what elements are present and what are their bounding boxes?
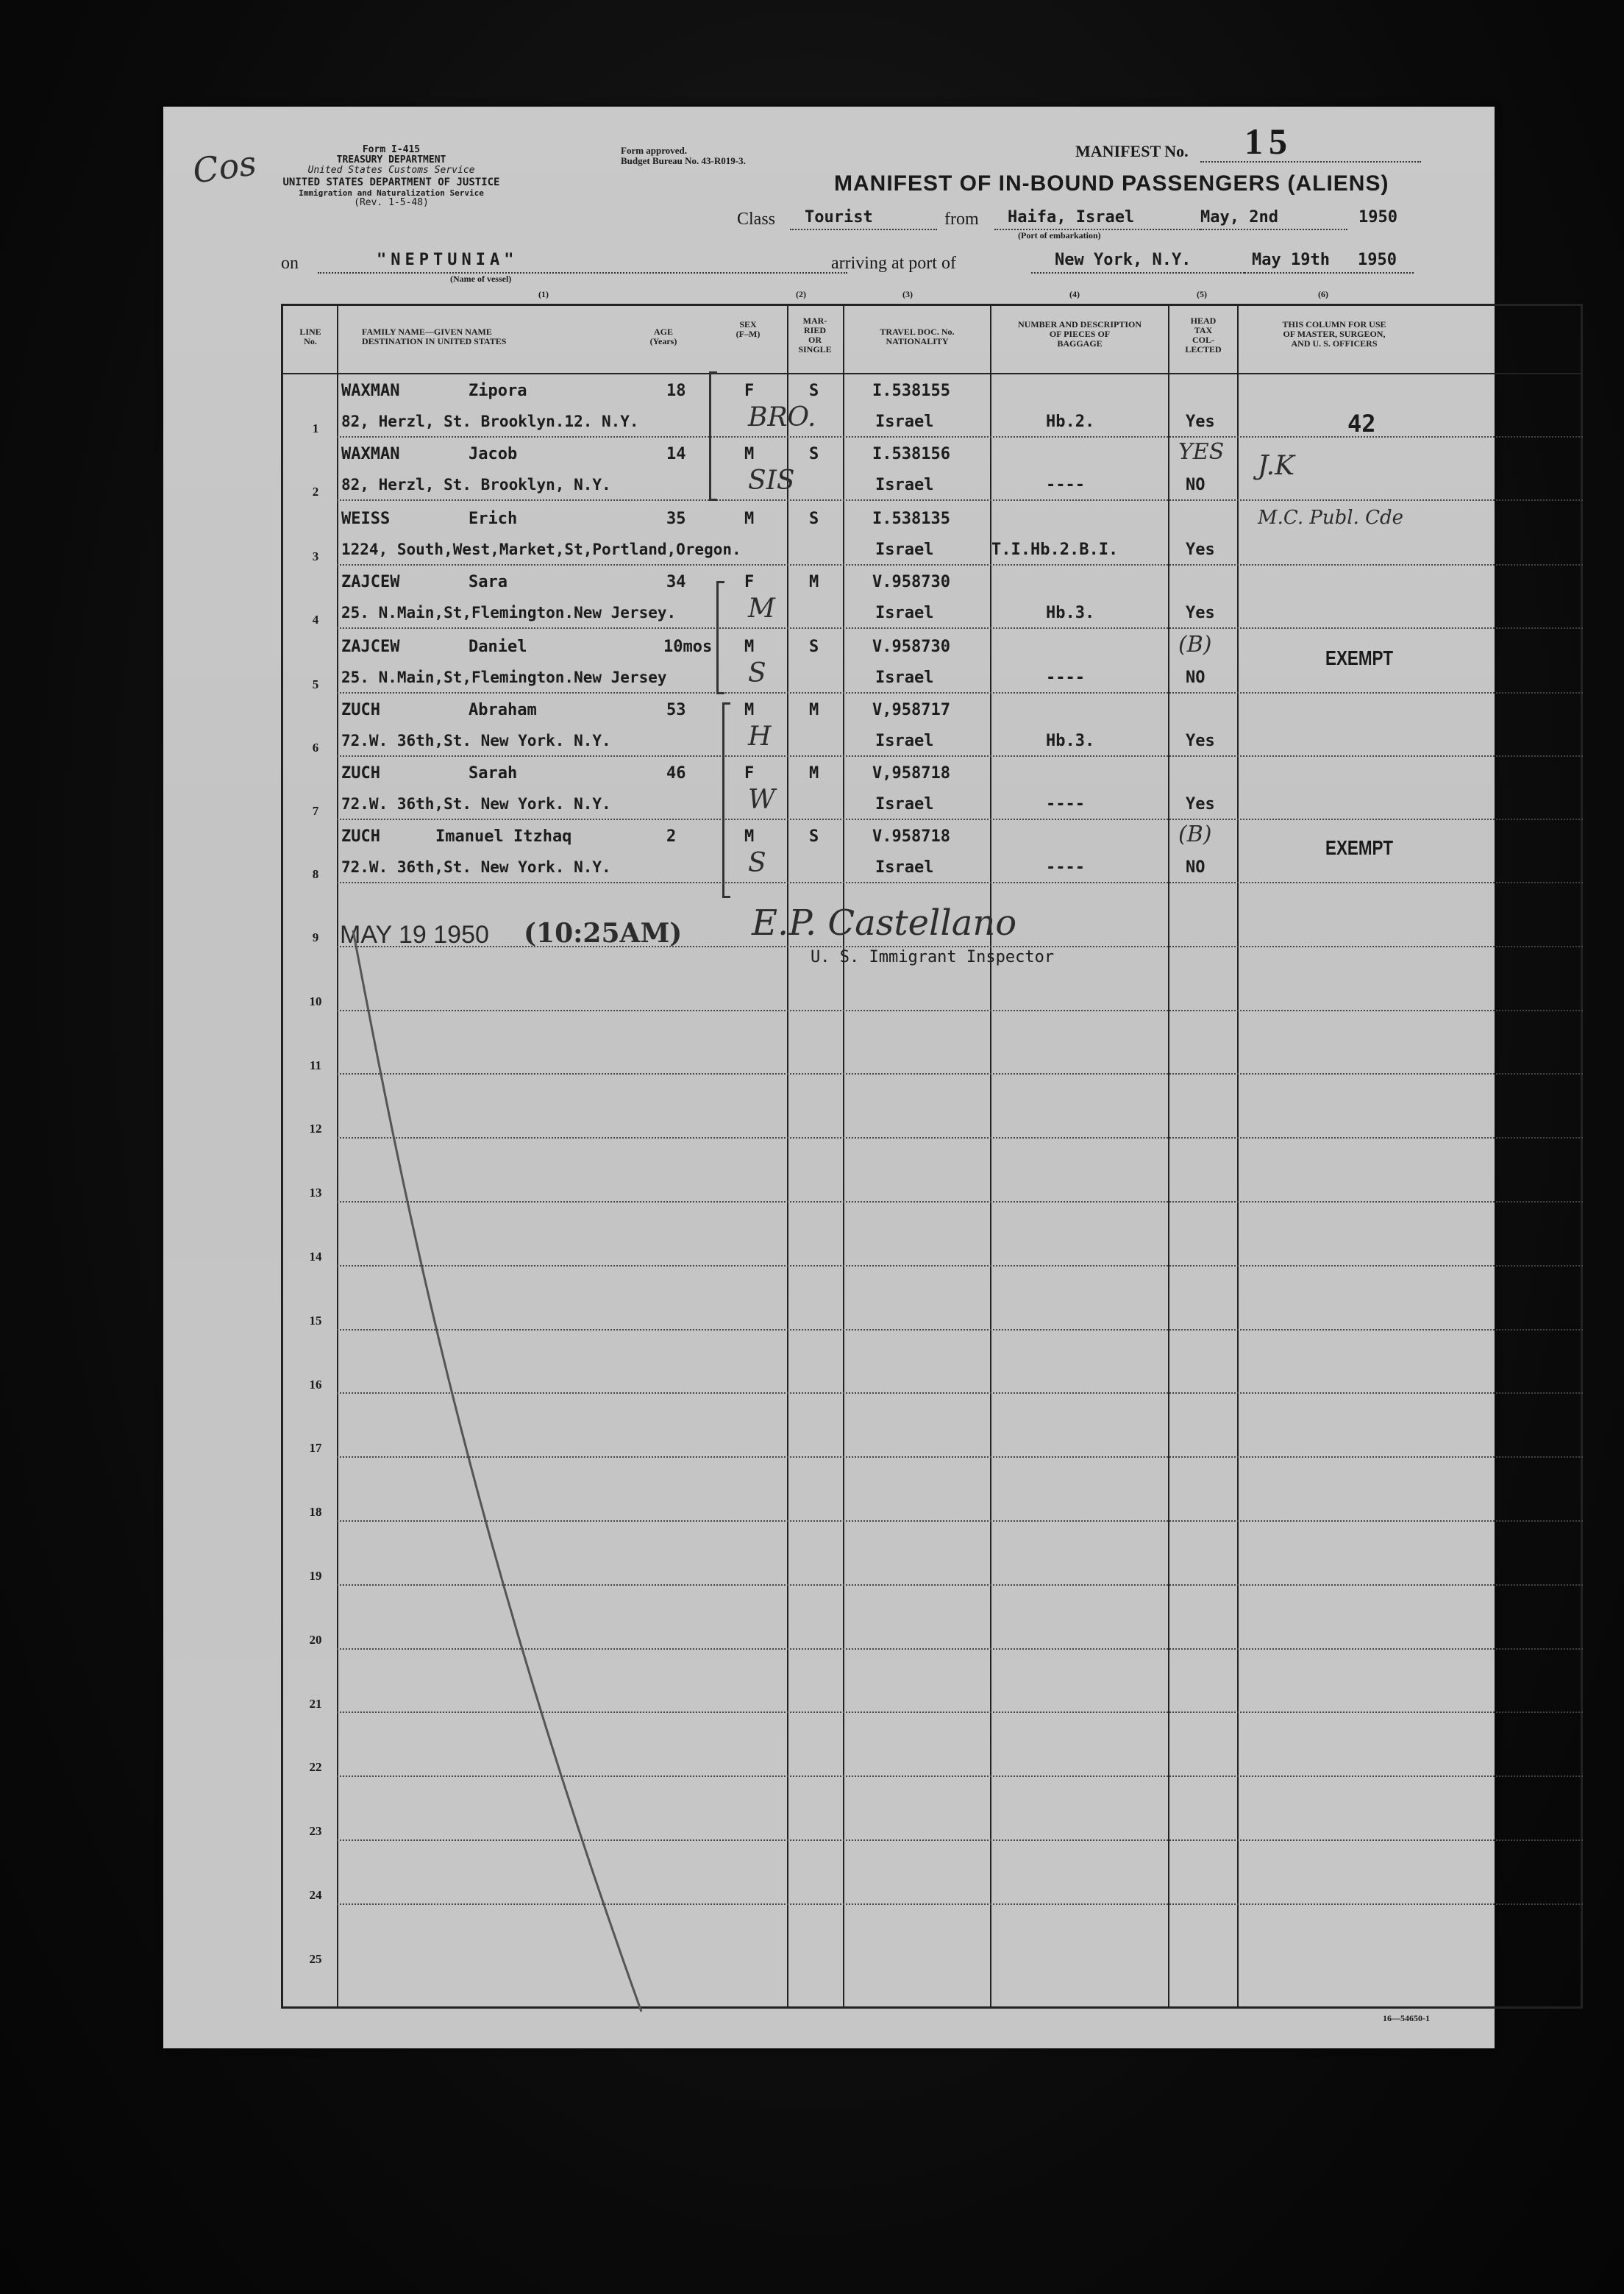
manifest-title: MANIFEST OF IN-BOUND PASSENGERS (ALIENS) bbox=[834, 171, 1389, 196]
line-number: 13 bbox=[309, 1186, 322, 1200]
nationality: Israel bbox=[875, 413, 934, 431]
ins-service: Immigration and Naturalization Service bbox=[299, 188, 484, 198]
destination-address: 82, Herzl, St. Brooklyn.12. N.Y. bbox=[341, 413, 639, 430]
baggage: Hb.3. bbox=[1046, 732, 1095, 750]
given-name: Sarah bbox=[469, 764, 518, 783]
line-number: 21 bbox=[309, 1696, 322, 1711]
given-name: Zipora bbox=[469, 382, 527, 400]
col-sex-header: SEX (F–M) bbox=[736, 319, 761, 339]
officer-note: M.C. Publ. Cde bbox=[1258, 507, 1404, 529]
baggage: Hb.3. bbox=[1046, 604, 1095, 622]
col-doc-header: TRAVEL DOC. No. NATIONALITY bbox=[880, 327, 955, 346]
line-number: 10 bbox=[309, 994, 322, 1008]
age: 35 bbox=[666, 510, 686, 528]
nationality: Israel bbox=[875, 795, 934, 813]
col-baggage-header: NUMBER AND DESCRIPTION OF PIECES OF BAGGAGE bbox=[1017, 319, 1142, 349]
col-num-5: (5) bbox=[1197, 289, 1207, 299]
line-number: 7 bbox=[312, 804, 319, 818]
destination-address: 82, Herzl, St. Brooklyn, N.Y. bbox=[341, 476, 611, 494]
destination-address: 1224, South,West,Market,St,Portland,Oregon. bbox=[341, 541, 741, 558]
budget-bureau: Budget Bureau No. 43-R019-3. bbox=[621, 155, 746, 166]
marital-status: M bbox=[809, 701, 819, 719]
head-tax: NO bbox=[1186, 858, 1205, 877]
relation-note: W bbox=[748, 785, 776, 815]
col-num-6: (6) bbox=[1318, 289, 1328, 299]
line-number: 3 bbox=[312, 549, 319, 563]
family-name: WAXMAN bbox=[341, 382, 400, 400]
age: 34 bbox=[666, 573, 686, 591]
destination-address: 25. N.Main,St,Flemington.New Jersey bbox=[341, 669, 667, 686]
marital-status: M bbox=[809, 764, 819, 783]
year-value: 1950 bbox=[1358, 208, 1397, 227]
sex: M bbox=[744, 638, 755, 656]
family-name: WAXMAN bbox=[341, 445, 400, 463]
revision: (Rev. 1-5-48) bbox=[354, 197, 429, 208]
customs-service: United States Customs Service bbox=[307, 165, 475, 176]
row-divider bbox=[337, 1201, 1583, 1203]
marital-status: S bbox=[809, 445, 819, 463]
treasury-dept: TREASURY DEPARTMENT bbox=[336, 154, 446, 165]
row-divider bbox=[337, 1010, 1583, 1011]
print-code: 16—54650-1 bbox=[1383, 2013, 1430, 2023]
manifest-page bbox=[163, 107, 1495, 2048]
line-number: 19 bbox=[309, 1569, 322, 1583]
sex: M bbox=[744, 827, 755, 846]
line-number: 6 bbox=[312, 741, 319, 755]
given-name: Daniel bbox=[469, 638, 527, 656]
col-line-header: LINE No. bbox=[299, 327, 321, 346]
family-name: ZUCH bbox=[341, 701, 380, 719]
given-name: Abraham bbox=[469, 701, 537, 719]
age: 18 bbox=[666, 382, 686, 400]
arrival-port: New York, N.Y. bbox=[1055, 251, 1192, 269]
col-num-4: (4) bbox=[1069, 289, 1080, 299]
marital-status: S bbox=[809, 382, 819, 400]
pencil-line bbox=[163, 107, 1495, 2048]
sex: M bbox=[744, 510, 755, 528]
line-number: 11 bbox=[309, 1058, 322, 1072]
travel-doc: V,958717 bbox=[872, 701, 950, 719]
travel-doc: V,958718 bbox=[872, 764, 950, 783]
age: 53 bbox=[666, 701, 686, 719]
vessel-caption: (Name of vessel) bbox=[450, 274, 512, 284]
family-name: ZAJCEW bbox=[341, 638, 400, 656]
vessel-col-num: (1) bbox=[538, 289, 549, 299]
destination-address: 72.W. 36th,St. New York. N.Y. bbox=[341, 732, 611, 749]
head-tax-note: YES bbox=[1178, 439, 1225, 465]
line-number: 1 bbox=[312, 421, 319, 435]
relation-note: BRO. bbox=[748, 402, 816, 432]
col-officers-header: THIS COLUMN FOR USE OF MASTER, SURGEON, AND U. S. OFFICERS bbox=[1282, 319, 1386, 349]
col-num-3: (3) bbox=[902, 289, 913, 299]
relation-note: SIS bbox=[748, 466, 795, 496]
date-value: May, 2nd bbox=[1200, 208, 1278, 227]
line-number: 24 bbox=[309, 1888, 322, 1902]
row-divider bbox=[337, 1903, 1583, 1905]
nationality: Israel bbox=[875, 476, 934, 494]
arrival-year: 1950 bbox=[1358, 251, 1397, 269]
sex: F bbox=[744, 764, 755, 783]
travel-doc: V.958730 bbox=[872, 573, 950, 591]
relation-note: S bbox=[748, 848, 766, 878]
stamp-date: MAY 19 1950 bbox=[340, 921, 489, 949]
sex: M bbox=[744, 701, 755, 719]
corner-note: Cos bbox=[190, 143, 259, 191]
row-divider bbox=[337, 946, 1583, 947]
row-divider bbox=[337, 1520, 1583, 1522]
line-number: 4 bbox=[312, 613, 319, 627]
vessel-name: "NEPTUNIA" bbox=[377, 251, 519, 269]
inspector-signature: E.P. Castellano bbox=[752, 902, 1017, 944]
age: 14 bbox=[666, 445, 686, 463]
line-number: 17 bbox=[309, 1441, 322, 1456]
line-number: 5 bbox=[312, 677, 319, 691]
row-divider bbox=[337, 1648, 1583, 1650]
relation-note: S bbox=[748, 658, 766, 688]
line-number: 12 bbox=[309, 1122, 322, 1136]
line-number: 20 bbox=[309, 1632, 322, 1647]
from-label: from bbox=[944, 210, 979, 229]
justice-dept: UNITED STATES DEPARTMENT OF JUSTICE bbox=[282, 177, 500, 188]
nationality: Israel bbox=[875, 858, 934, 877]
col-num-2: (2) bbox=[796, 289, 806, 299]
row-divider bbox=[337, 1265, 1583, 1267]
age: 2 bbox=[666, 827, 677, 846]
destination-address: 72.W. 36th,St. New York. N.Y. bbox=[341, 795, 611, 813]
given-name: Erich bbox=[469, 510, 518, 528]
baggage: ---- bbox=[1046, 669, 1085, 687]
head-tax: NO bbox=[1186, 476, 1205, 494]
row-divider bbox=[337, 1137, 1583, 1139]
from-value: Haifa, Israel bbox=[1008, 208, 1135, 227]
sex: F bbox=[744, 382, 755, 400]
on-label: on bbox=[281, 254, 299, 273]
family-name: WEISS bbox=[341, 510, 391, 528]
line-number: 14 bbox=[309, 1250, 322, 1264]
age: 46 bbox=[666, 764, 686, 783]
line-number: 8 bbox=[312, 867, 319, 881]
baggage: T.I.Hb.2.B.I. bbox=[991, 541, 1119, 559]
nationality: Israel bbox=[875, 669, 934, 687]
line-number: 16 bbox=[309, 1377, 322, 1392]
line-number: 23 bbox=[309, 1824, 322, 1839]
travel-doc: I.538135 bbox=[872, 510, 950, 528]
head-tax-note: (B) bbox=[1178, 632, 1212, 658]
nationality: Israel bbox=[875, 732, 934, 750]
row-divider bbox=[337, 1775, 1583, 1777]
sex: F bbox=[744, 573, 755, 591]
row-divider bbox=[337, 1839, 1583, 1841]
head-tax-note: (B) bbox=[1178, 822, 1212, 847]
line-number: 2 bbox=[312, 485, 319, 499]
marital-status: S bbox=[809, 827, 819, 846]
relation-note: M bbox=[748, 594, 775, 624]
marital-status: S bbox=[809, 510, 819, 528]
class-value: Tourist bbox=[805, 208, 873, 227]
line-number: 25 bbox=[309, 1951, 322, 1966]
baggage: ---- bbox=[1046, 476, 1085, 494]
line-number: 22 bbox=[309, 1760, 322, 1775]
destination-address: 72.W. 36th,St. New York. N.Y. bbox=[341, 858, 611, 876]
manifest-label: MANIFEST No. bbox=[1075, 142, 1189, 160]
relation-note: H bbox=[748, 722, 772, 752]
col-married-header: MAR- RIED OR SINGLE bbox=[798, 316, 832, 355]
head-tax: Yes bbox=[1186, 795, 1215, 813]
travel-doc: V.958718 bbox=[872, 827, 950, 846]
row-divider bbox=[337, 1392, 1583, 1394]
head-tax: NO bbox=[1186, 669, 1205, 687]
travel-doc: I.538156 bbox=[872, 445, 950, 463]
marital-status: M bbox=[809, 573, 819, 591]
given-name: Sara bbox=[469, 573, 508, 591]
family-name: ZUCH bbox=[341, 764, 380, 783]
nationality: Israel bbox=[875, 604, 934, 622]
head-tax: Yes bbox=[1186, 541, 1215, 559]
col-age-header: AGE (Years) bbox=[649, 327, 677, 346]
row-divider bbox=[337, 1456, 1583, 1458]
officer-note: 42 bbox=[1347, 410, 1376, 438]
form-number: Form I-415 bbox=[362, 144, 421, 155]
exempt-stamp: EXEMPT bbox=[1325, 646, 1394, 669]
row-divider bbox=[337, 1711, 1583, 1713]
line-number: 9 bbox=[312, 930, 319, 944]
head-tax: Yes bbox=[1186, 413, 1215, 431]
row-divider bbox=[337, 1073, 1583, 1075]
travel-doc: V.958730 bbox=[872, 638, 950, 656]
nationality: Israel bbox=[875, 541, 934, 559]
family-name: ZAJCEW bbox=[341, 573, 400, 591]
col-headtax-header: HEAD TAX COL- LECTED bbox=[1185, 316, 1222, 355]
inspector-title: U. S. Immigrant Inspector bbox=[811, 948, 1055, 966]
form-approved: Form approved. bbox=[621, 145, 688, 156]
head-tax: Yes bbox=[1186, 732, 1215, 750]
row-divider bbox=[337, 1329, 1583, 1331]
baggage: Hb.2. bbox=[1046, 413, 1095, 431]
sex: M bbox=[744, 445, 755, 463]
class-label: Class bbox=[737, 210, 776, 229]
baggage: ---- bbox=[1046, 795, 1085, 813]
col-name-header: FAMILY NAME—GIVEN NAME DESTINATION IN UNITED STATES bbox=[362, 327, 507, 346]
arriving-label: arriving at port of bbox=[831, 254, 956, 273]
head-tax: Yes bbox=[1186, 604, 1215, 622]
row-divider bbox=[337, 1584, 1583, 1586]
given-name: Jacob bbox=[469, 445, 518, 463]
exempt-stamp: EXEMPT bbox=[1325, 836, 1394, 859]
destination-address: 25. N.Main,St,Flemington.New Jersey. bbox=[341, 604, 677, 621]
officer-note: J.K bbox=[1258, 451, 1294, 481]
stamp-time: (10:25AM) bbox=[524, 918, 683, 949]
given-name: Imanuel Itzhaq bbox=[435, 827, 572, 846]
age: 10mos bbox=[663, 638, 713, 656]
line-number: 15 bbox=[309, 1313, 322, 1328]
marital-status: S bbox=[809, 638, 819, 656]
line-number: 18 bbox=[309, 1505, 322, 1520]
family-name: ZUCH bbox=[341, 827, 380, 846]
port-caption: (Port of embarkation) bbox=[1018, 230, 1101, 241]
arrival-date: May 19th bbox=[1252, 251, 1330, 269]
baggage: ---- bbox=[1046, 858, 1085, 877]
travel-doc: I.538155 bbox=[872, 382, 950, 400]
manifest-number: 15 bbox=[1244, 121, 1293, 162]
